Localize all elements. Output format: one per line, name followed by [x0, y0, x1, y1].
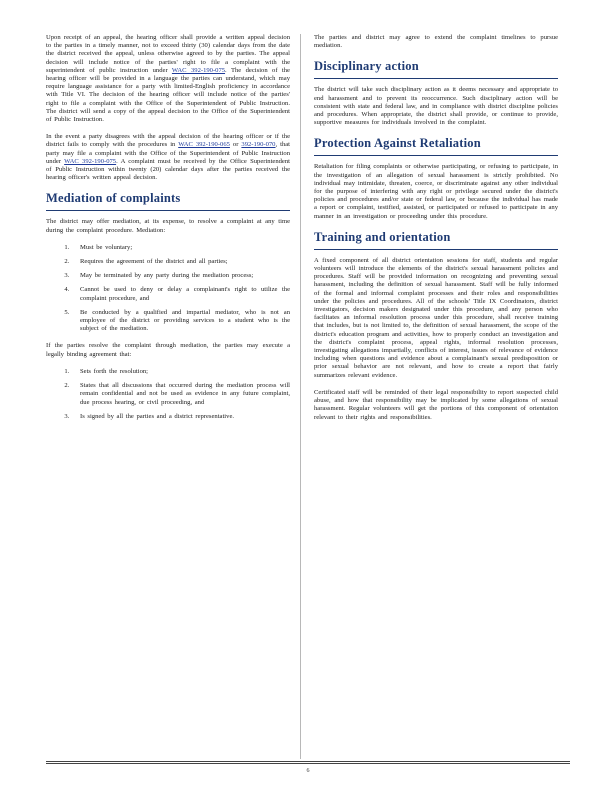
wac-392-190-075-link-2[interactable]: WAC 392-190-075 [64, 157, 117, 165]
extend-timelines-paragraph: The parties and district may agree to extend the complaint timelines to pursue mediation. [314, 34, 558, 50]
list-item: 1. Must be voluntary; [72, 244, 290, 252]
disciplinary-heading: Disciplinary action [314, 59, 558, 79]
left-column [46, 34, 290, 430]
wac-392-190-070-link[interactable]: 392-190-070 [241, 141, 276, 149]
list-item: 2. States that all discussions that occurred during the mediation process will remain confidential and not be used as evidence in any future complaint, due process hearing, or civil proceeding, and [72, 382, 290, 407]
retaliation-heading: Protection Against Retaliation [314, 136, 558, 156]
training-paragraph: A fixed component of all district orientation sessions for staff, students and regular volunteers will introduce the elements of the district's sexual harassment policies and procedures. Staff will be provided information on recognizing and preventing sexual harassment, including the definition of sexual harassment. Staff will be fully informed of the formal and informal complaint processes and their roles and responsibilities under the policies and procedures. All of the schools' Title IX Coordinators, district investigators, decision makers designated under this procedure, and any person who facilitates an informal resolution process under this procedure, shall receive training that includes, but is not limited to, the definition of sexual harassment, the scope of the district's education program and activities, how to properly conduct an investigation and the district's complaint process, appeal rights, informal resolution processes, investigating allegations impartially, conflicts of interest, issues of relevance of evidence including when questions and evidence about a complainant's sexual predisposition or prior sexual behavior are not relevant, and how to create a report that fairly summarizes relevant evidence. [314, 256, 558, 379]
page-number: 6 [306, 768, 310, 774]
appeal-disagreement-paragraph: In the event a party disagrees with the appeal decision of the hearing officer or if the district fails to comply with the procedures in WAC 392-190-065 or 392-190-070, that party may file a complaint with the Office of the Superintendent of Public Instruction under WAC 392-190-075. A complaint must be received by the Office Superintendent of Public Instruction within twenty (20) calendar days after the parties received the hearing officer's written appeal decision. [46, 133, 291, 182]
wac-392-190-065-link[interactable]: WAC 392-190-065 [178, 141, 230, 149]
column-divider [300, 34, 301, 759]
appeal-decision-paragraph: Upon receipt of an appeal, the hearing officer shall provide a written appeal decision to the parties in a timely manner, not to exceed thirty (30) calendar days from the date the district received the appeal, unless otherwise agreed to by the parties. The appeal decision will include notice of the parties' right to file a complaint with the superintendent of public instruction under WAC 392-190-075. The decision of the hearing officer will be provided in a language the parties can understand, which may require language assistance for a party with limited-English proficiency in accordance with Title VI. The decision of the hearing officer will include notice of the parties' right to file a complaint with the Office of the Superintendent of Public Instruction. The district will send a copy of the appeal decision to the Office of the Superintendent of Public Instruction. [46, 34, 290, 124]
list-item: 5. Be conducted by a qualified and impartial mediator, who is not an employee of the district or providing services to a student who is the subject of the mediation. [72, 309, 290, 334]
list-item: 2. Requires the agreement of the district and all parties; [72, 258, 290, 266]
footer-rule [46, 761, 570, 762]
list-item: 3. Is signed by all the parties and a district representative. [72, 413, 290, 421]
mediation-resolve-paragraph: If the parties resolve the complaint through mediation, the parties may execute a legally binding agreement that: [46, 342, 290, 358]
list-item: 4. Cannot be used to deny or delay a complainant's right to utilize the complaint procedure, and [72, 286, 290, 302]
retaliation-paragraph: Retaliation for filing complaints or otherwise participating, or refusing to participate, in the investigation of an allegation of sexual harassment is strictly prohibited. No individual may intimidate, threaten, coerce, or discriminate against any other individual for the purpose of interfering with any right or privilege secured under the district's policies and procedures and/or state or federal law, or because the individual has made a report or complaint, testified, assisted, or participated or refused to participate in any manner in an investigation or proceeding under this procedure. [314, 163, 558, 220]
certificated-staff-paragraph: Certificated staff will be reminded of their legal responsibility to report suspected child abuse, and how that responsibility may be implicated by some allegations of sexual harassment. Regular volunteers will get the portions of this component of orientation relevant to their rights and responsibilities. [314, 388, 558, 421]
mediation-list [46, 244, 290, 334]
wac-392-190-075-link[interactable]: WAC 392-190-075 [171, 66, 226, 74]
list-item: 1. Sets forth the resolution; [72, 368, 290, 376]
mediation-intro: The district may offer mediation, at its expense, to resolve a complaint at any time during the complaint procedure. Mediation: [46, 218, 290, 234]
training-heading: Training and orientation [314, 230, 558, 250]
footer-rule-secondary [46, 763, 570, 764]
mediation-heading: Mediation of complaints [46, 191, 290, 211]
agreement-list [46, 368, 290, 421]
disciplinary-paragraph: The district will take such disciplinary action as it deems necessary and appropriate to end harassment and to prevent its reoccurrence. Such disciplinary action will be consistent with state and federal law, and in compliance with district discipline policies and procedures. When appropriate, the district shall provide, or continue to provide, supportive measures for individuals involved in the complaint. [314, 86, 558, 127]
right-column [314, 34, 558, 431]
list-item: 3. May be terminated by any party during the mediation process; [72, 272, 290, 280]
